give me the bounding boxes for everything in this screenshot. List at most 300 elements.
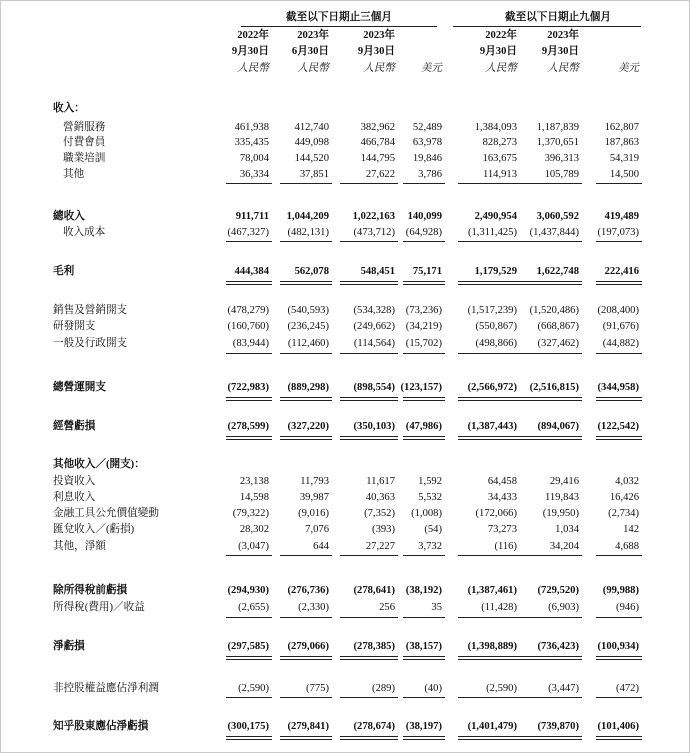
rule-line: [226, 284, 272, 285]
row-value: 1,592: [418, 476, 442, 487]
rule-line: [596, 400, 642, 401]
rule-line: [458, 284, 520, 285]
column-year: 2023年: [297, 30, 329, 41]
rule-line: [340, 659, 398, 660]
rule-line: [596, 281, 642, 282]
row-value: (44,882): [602, 338, 639, 349]
row-value: (2,330): [298, 602, 329, 613]
row-value: (249,662): [353, 321, 395, 332]
rule-line: [340, 397, 398, 398]
rule-line: [226, 617, 272, 618]
rule-line: [226, 353, 272, 354]
row-value: 396,313: [544, 153, 579, 164]
column-date: 9月30日: [541, 46, 579, 57]
row-value: (19,950): [542, 508, 579, 519]
row-value: 1,179,529: [474, 266, 517, 277]
row-value: 34,433: [487, 492, 517, 503]
row-value: (38,197): [405, 721, 442, 732]
rule-line: [458, 183, 520, 184]
rule-line: [403, 397, 445, 398]
row-value: (946): [616, 602, 639, 613]
row-value: (112,460): [287, 338, 329, 349]
rule-line: [520, 555, 582, 556]
rule-line: [596, 241, 642, 242]
rule-line: [403, 284, 445, 285]
rule-line: [226, 400, 272, 401]
rule-line: [596, 284, 642, 285]
row-value: 114,913: [482, 169, 517, 180]
rule-line: [280, 617, 332, 618]
row-value: (160,760): [227, 321, 269, 332]
rule-line: [226, 241, 272, 242]
row-value: 63,978: [412, 137, 442, 148]
row-value: (9,016): [298, 508, 329, 519]
rule-line: [596, 739, 642, 740]
rule-line: [340, 739, 398, 740]
rule-line: [458, 555, 520, 556]
rule-line: [520, 439, 582, 440]
row-value: (478,279): [227, 305, 269, 316]
column-currency: 美元: [617, 63, 639, 74]
row-value: 64,458: [487, 476, 517, 487]
row-value: (894,067): [537, 421, 579, 432]
row-value: (775): [306, 683, 329, 694]
row-value: 911,711: [235, 211, 269, 222]
row-value: (1,398,889): [467, 641, 517, 652]
rule-line: [280, 436, 332, 437]
row-value: (534,328): [353, 305, 395, 316]
rule-line: [280, 736, 332, 737]
row-label: 付費會員: [63, 137, 106, 148]
rule-line: [280, 183, 332, 184]
row-value: 78,004: [239, 153, 269, 164]
row-value: (898,554): [353, 382, 395, 393]
row-value: (1,401,479): [467, 721, 517, 732]
column-date: 9月30日: [231, 46, 269, 57]
row-value: 1,622,748: [536, 266, 579, 277]
rule-line: [520, 436, 582, 437]
rule-line: [458, 439, 520, 440]
rule-line: [280, 659, 332, 660]
row-value: (294,930): [227, 585, 269, 596]
rule-line: [596, 436, 642, 437]
row-label: 總營運開支: [53, 382, 106, 393]
row-value: (1,520,486): [529, 305, 579, 316]
rule-line: [340, 183, 398, 184]
row-value: (197,073): [597, 227, 639, 238]
row-value: 35: [431, 602, 442, 613]
row-value: 11,793: [300, 476, 329, 487]
row-value: 144,795: [360, 153, 395, 164]
rule-line: [596, 183, 642, 184]
rule-line: [403, 739, 445, 740]
rule-line: [340, 697, 398, 698]
rule-line: [458, 436, 520, 437]
row-value: (498,866): [475, 338, 517, 349]
row-value: (350,103): [353, 421, 395, 432]
rule-line: [340, 284, 398, 285]
row-value: 27,622: [365, 169, 395, 180]
row-value: 75,171: [412, 266, 442, 277]
rule-line: [520, 241, 582, 242]
rule-line: [280, 739, 332, 740]
row-label: 金融工具公允價值變動: [53, 508, 159, 519]
row-value: 1,187,839: [536, 122, 579, 133]
row-value: 16,426: [609, 492, 639, 503]
rule-line: [280, 241, 332, 242]
rule-line: [520, 281, 582, 282]
rule-line: [520, 697, 582, 698]
rule-line: [340, 736, 398, 737]
row-label: 研發開支: [53, 321, 96, 332]
rule-line: [403, 353, 445, 354]
rule-line: [340, 555, 398, 556]
rule-line: [458, 659, 520, 660]
rule-line: [458, 281, 520, 282]
rule-line: [340, 617, 398, 618]
row-label: 職業培訓: [63, 153, 106, 164]
column-currency: 美元: [420, 63, 442, 74]
rule-line: [458, 739, 520, 740]
rule-line: [520, 353, 582, 354]
rule-line: [403, 617, 445, 618]
row-value: 29,416: [549, 476, 579, 487]
row-value: (15,702): [405, 338, 442, 349]
rule-line: [280, 555, 332, 556]
rule-line: [596, 656, 642, 657]
row-label: 投資收入: [53, 476, 96, 487]
row-value: (327,220): [287, 421, 329, 432]
rule-line: [458, 697, 520, 698]
row-value: 1,034: [555, 524, 579, 535]
row-value: (472): [616, 683, 639, 694]
column-currency: 人民幣: [237, 63, 269, 74]
row-value: (467,327): [227, 227, 269, 238]
row-value: 449,098: [294, 137, 329, 148]
row-label: 其他收入／(開支)：: [53, 459, 145, 470]
column-currency: 人民幣: [363, 63, 395, 74]
row-value: 1,384,093: [474, 122, 517, 133]
rule-line: [403, 439, 445, 440]
row-value: 256: [379, 602, 395, 613]
rule-line: [226, 281, 272, 282]
column-year: 2023年: [363, 30, 395, 41]
rule-line: [403, 183, 445, 184]
row-value: (482,131): [287, 227, 329, 238]
row-value: 4,688: [615, 541, 639, 552]
rule-line: [226, 739, 272, 740]
rule-line: [226, 659, 272, 660]
row-value: 11,617: [366, 476, 395, 487]
rule-line: [520, 284, 582, 285]
group-header-rule: [241, 26, 437, 27]
row-value: 140,099: [407, 211, 442, 222]
row-value: 37,851: [299, 169, 329, 180]
rule-line: [458, 400, 520, 401]
row-value: (2,590): [238, 683, 269, 694]
row-label: 知乎股東應佔淨虧損: [53, 721, 149, 732]
row-value: (889,298): [287, 382, 329, 393]
column-year: 2023年: [547, 30, 579, 41]
row-value: 23,138: [239, 476, 269, 487]
row-label: 收入：: [53, 103, 85, 114]
rule-line: [403, 659, 445, 660]
row-value: (1,437,844): [529, 227, 579, 238]
row-label: 其他，淨額: [53, 541, 106, 552]
row-label: 其他: [63, 169, 85, 180]
group-header-three-months: 截至以下日期止三個月: [286, 12, 392, 23]
group-header-rule: [453, 26, 641, 27]
row-value: 562,078: [294, 266, 329, 277]
row-value: 14,598: [239, 492, 269, 503]
row-value: 1,022,163: [352, 211, 395, 222]
rule-line: [280, 281, 332, 282]
row-value: (344,958): [597, 382, 639, 393]
row-value: 163,675: [482, 153, 517, 164]
row-value: (122,542): [597, 421, 639, 432]
row-label: 經營虧損: [53, 421, 96, 432]
row-value: 14,500: [609, 169, 639, 180]
row-value: (38,192): [405, 585, 442, 596]
rule-line: [340, 439, 398, 440]
row-value: (114,564): [353, 338, 395, 349]
row-value: (73,236): [405, 305, 442, 316]
rule-line: [596, 353, 642, 354]
row-value: 412,740: [294, 122, 329, 133]
row-value: (300,175): [227, 721, 269, 732]
row-value: 5,532: [418, 492, 442, 503]
row-value: (393): [372, 524, 395, 535]
row-value: (2,734): [608, 508, 639, 519]
rule-line: [340, 353, 398, 354]
row-value: 27,227: [365, 541, 395, 552]
row-label: 總收入: [53, 211, 85, 222]
row-value: 7,076: [305, 524, 329, 535]
rule-line: [458, 617, 520, 618]
row-value: (172,066): [475, 508, 517, 519]
rule-line: [403, 697, 445, 698]
rule-line: [226, 183, 272, 184]
column-currency: 人民幣: [547, 63, 579, 74]
rule-line: [403, 736, 445, 737]
row-value: (116): [494, 541, 517, 552]
row-value: (279,066): [287, 641, 329, 652]
rule-line: [596, 439, 642, 440]
rule-line: [520, 736, 582, 737]
group-header-nine-months: 截至以下日期止九個月: [505, 12, 611, 23]
row-value: 54,319: [609, 153, 639, 164]
rule-line: [458, 241, 520, 242]
row-value: 39,987: [299, 492, 329, 503]
row-value: 1,370,651: [536, 137, 579, 148]
rule-line: [458, 736, 520, 737]
row-value: (101,406): [597, 721, 639, 732]
rule-line: [520, 656, 582, 657]
row-value: 828,273: [482, 137, 517, 148]
row-value: (1,387,443): [467, 421, 517, 432]
rule-line: [226, 656, 272, 657]
row-value: (7,352): [364, 508, 395, 519]
row-value: 52,489: [412, 122, 442, 133]
row-value: (2,566,972): [467, 382, 517, 393]
rule-line: [226, 397, 272, 398]
row-value: (2,655): [238, 602, 269, 613]
row-value: 34,204: [549, 541, 579, 552]
row-label: 毛利: [53, 266, 75, 277]
rule-line: [596, 697, 642, 698]
row-value: (729,520): [537, 585, 579, 596]
rule-line: [340, 656, 398, 657]
rule-line: [403, 281, 445, 282]
rule-line: [340, 436, 398, 437]
column-date: 6月30日: [291, 46, 329, 57]
rule-line: [596, 659, 642, 660]
rule-line: [520, 400, 582, 401]
row-label: 一般及行政開支: [53, 338, 128, 349]
row-value: 40,363: [365, 492, 395, 503]
row-value: 2,490,954: [474, 211, 517, 222]
row-value: 142: [623, 524, 639, 535]
row-value: (550,867): [475, 321, 517, 332]
rule-line: [280, 353, 332, 354]
row-value: 119,843: [544, 492, 579, 503]
row-value: 19,846: [412, 153, 442, 164]
rule-line: [403, 555, 445, 556]
row-value: (1,311,425): [467, 227, 517, 238]
rule-line: [596, 555, 642, 556]
row-value: 105,789: [544, 169, 579, 180]
row-value: (327,462): [537, 338, 579, 349]
row-value: 144,520: [294, 153, 329, 164]
rule-line: [280, 400, 332, 401]
row-value: (1,008): [411, 508, 442, 519]
row-value: 1,044,209: [286, 211, 329, 222]
row-value: 466,784: [360, 137, 395, 148]
row-value: (6,903): [548, 602, 579, 613]
column-currency: 人民幣: [485, 63, 517, 74]
row-label: 收入成本: [63, 227, 106, 238]
rule-line: [403, 656, 445, 657]
row-value: 444,384: [234, 266, 269, 277]
row-value: (38,157): [405, 641, 442, 652]
row-value: 3,060,592: [536, 211, 579, 222]
rule-line: [403, 436, 445, 437]
row-value: 36,334: [239, 169, 269, 180]
row-label: 銷售及營銷開支: [53, 305, 128, 316]
rule-line: [226, 436, 272, 437]
row-value: (2,590): [486, 683, 517, 694]
rule-line: [458, 397, 520, 398]
row-value: (278,385): [353, 641, 395, 652]
column-date: 9月30日: [479, 46, 517, 57]
rule-line: [403, 241, 445, 242]
row-value: (540,593): [287, 305, 329, 316]
row-label: 營銷服務: [63, 122, 106, 133]
row-value: (722,983): [227, 382, 269, 393]
row-value: (473,712): [353, 227, 395, 238]
row-value: (736,423): [537, 641, 579, 652]
row-value: 644: [313, 541, 329, 552]
rule-line: [226, 697, 272, 698]
rule-line: [520, 739, 582, 740]
rule-line: [340, 241, 398, 242]
row-value: (3,047): [238, 541, 269, 552]
row-value: 73,273: [487, 524, 517, 535]
rule-line: [520, 659, 582, 660]
row-value: (83,944): [232, 338, 269, 349]
row-value: (100,934): [597, 641, 639, 652]
row-value: (1,517,239): [467, 305, 517, 316]
row-value: (2,516,815): [529, 382, 579, 393]
row-value: (54): [424, 524, 442, 535]
row-value: 3,786: [418, 169, 442, 180]
row-label: 除所得稅前虧損: [53, 585, 128, 596]
row-value: 3,732: [418, 541, 442, 552]
rule-line: [520, 183, 582, 184]
rule-line: [226, 439, 272, 440]
rule-line: [226, 736, 272, 737]
row-value: 382,962: [360, 122, 395, 133]
rule-line: [596, 617, 642, 618]
column-date: 9月30日: [357, 46, 395, 57]
row-value: (91,676): [602, 321, 639, 332]
rule-line: [280, 656, 332, 657]
row-value: 4,032: [615, 476, 639, 487]
row-label: 利息收入: [53, 492, 96, 503]
row-label: 所得稅(費用)／收益: [53, 602, 145, 613]
row-value: 461,938: [234, 122, 269, 133]
row-label: 非控股權益應佔淨利潤: [53, 683, 159, 694]
rule-line: [280, 439, 332, 440]
row-value: (64,928): [405, 227, 442, 238]
rule-line: [520, 397, 582, 398]
rule-line: [340, 281, 398, 282]
rule-line: [458, 656, 520, 657]
rule-line: [280, 397, 332, 398]
row-value: 162,807: [604, 122, 639, 133]
rule-line: [596, 397, 642, 398]
row-value: (278,674): [353, 721, 395, 732]
row-value: (40): [424, 683, 442, 694]
row-value: (99,988): [602, 585, 639, 596]
column-year: 2022年: [237, 30, 269, 41]
rule-line: [280, 284, 332, 285]
row-label: 匯兌收入／(虧損): [53, 524, 135, 535]
column-currency: 人民幣: [297, 63, 329, 74]
row-value: 187,863: [604, 137, 639, 148]
row-value: (34,219): [405, 321, 442, 332]
row-value: (11,428): [481, 602, 517, 613]
rule-line: [458, 353, 520, 354]
row-value: (668,867): [537, 321, 579, 332]
row-value: 335,435: [234, 137, 269, 148]
rule-line: [226, 555, 272, 556]
row-value: 548,451: [360, 266, 395, 277]
row-value: 222,416: [604, 266, 639, 277]
row-value: (739,870): [537, 721, 579, 732]
row-value: (278,599): [227, 421, 269, 432]
row-value: (297,585): [227, 641, 269, 652]
row-value: (236,245): [287, 321, 329, 332]
row-value: (208,400): [597, 305, 639, 316]
rule-line: [280, 697, 332, 698]
row-value: (3,447): [548, 683, 579, 694]
row-value: (278,641): [353, 585, 395, 596]
row-value: (79,322): [232, 508, 269, 519]
column-year: 2022年: [485, 30, 517, 41]
row-label: 淨虧損: [53, 641, 85, 652]
rule-line: [340, 400, 398, 401]
